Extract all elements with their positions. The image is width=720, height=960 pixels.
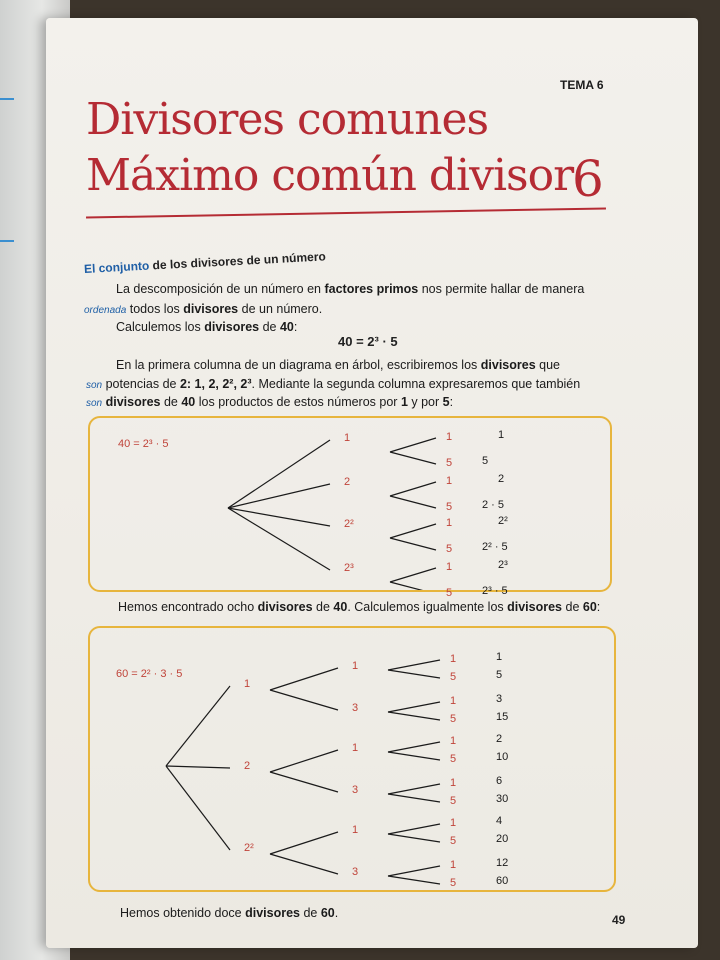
tree-branch [390,568,436,582]
tree-branch [228,440,330,508]
paragraph-line: ordenada todos los divisores de un número. [84,302,323,316]
tree-node-level2: 1 [352,660,359,672]
tree-branch [228,484,330,508]
title-line-1: Divisores comunes [86,94,489,145]
tree-branch [388,712,440,720]
tree-node-level2: 1 [446,431,453,443]
tree-node-level3: 5 [450,713,457,725]
tree-node-level2: 3 [352,866,359,878]
divisor-result: 6 [496,775,503,787]
tree-branch [390,438,436,452]
tree-branch [166,766,230,768]
chapter-number: 6 [572,150,604,208]
tree-node-level2: 3 [352,784,359,796]
tree-node-level2: 1 [446,517,453,529]
divisor-result: 15 [496,711,509,723]
divisor-result: 2 · 5 [482,499,505,511]
divisor-result: 60 [496,875,509,887]
tree-branch [388,834,440,842]
divisor-result: 4 [496,815,503,827]
divisor-result: 5 [496,669,503,681]
tree-branch [166,766,230,850]
tree-branch [270,854,338,874]
divisor-result: 2 [498,473,505,485]
page-title [86,92,626,204]
tree-node-level3: 5 [450,795,457,807]
tree-branch [388,866,440,876]
chapter-label: TEMA 6 [560,78,604,92]
tree-node-level2: 5 [446,543,453,555]
divisor-result: 20 [496,833,509,845]
tree-node-level3: 5 [450,671,457,683]
tree-branch [388,876,440,884]
tree-branch [390,452,436,464]
tree-node-level1: 1 [244,678,251,690]
tree-factor-60: 60 = 2² · 3 · 5 [116,668,183,680]
section-heading-rest: de los divisores de un número [152,249,327,273]
paragraph-line: son potencias de 2: 1, 2, 2², 2³. Mediante la segunda columna expresaremos que también [86,377,581,391]
tree-node-level3: 1 [450,859,457,871]
tree-node-level1: 2² [244,842,254,854]
summary-60: Hemos obtenido doce divisores de 60. [120,906,339,920]
paragraph-line: La descomposición de un número en factores primos nos permite hallar de manera [116,282,585,296]
paragraph-line: En la primera columna de un diagrama en árbol, escribiremos los divisores que [116,358,560,372]
paragraph-line: son divisores de 40 los productos de estos números por 1 y por 5: [86,395,454,409]
tree-node-level3: 5 [450,835,457,847]
tree-node-level3: 1 [450,695,457,707]
tree-node-level2: 3 [352,702,359,714]
tree-branch [270,832,338,854]
tree-branch [388,794,440,802]
tree-branch [388,742,440,752]
tree-node-level1: 2³ [344,562,354,574]
tree-node-level2: 5 [446,501,453,513]
tree-branch [270,772,338,792]
tree-branch [270,668,338,690]
divisor-result: 5 [482,455,489,467]
tree-branch [166,686,230,766]
tree-node-level3: 1 [450,777,457,789]
tree-branch [390,538,436,550]
tree-node-level2: 1 [352,824,359,836]
divisor-result: 2² [498,515,508,527]
summary-40: Hemos encontrado ocho divisores de 40. Calculemos igualmente los divisores de 60: [118,600,601,614]
divisor-result: 2³ · 5 [482,585,508,597]
tree-branch [388,784,440,794]
tree-branch [270,690,338,710]
tree-branch [388,824,440,834]
tree-branch [388,702,440,712]
divisor-result: 1 [498,429,505,441]
tree-node-level2: 1 [446,475,453,487]
section-heading-blue: El conjunto [83,258,150,276]
title-line-2: Máximo común divisor [86,150,574,201]
tree-node-level1: 2² [344,518,354,530]
tree-node-level3: 1 [450,735,457,747]
divisor-result: 2² · 5 [482,541,508,553]
factorization-40: 40 = 2³ · 5 [338,334,398,349]
tree-branch [388,660,440,670]
tree-branch [390,496,436,508]
tree-node-level2: 5 [446,587,453,599]
tree-node-level3: 1 [450,653,457,665]
tree-node-level1: 1 [344,432,351,444]
tree-branch [388,670,440,678]
tree-diagram-40 [88,416,612,599]
tree-node-level1: 2 [244,760,251,772]
tree-branch [390,524,436,538]
divisor-result: 3 [496,693,503,705]
divisor-result: 12 [496,857,509,869]
divisor-result: 10 [496,751,509,763]
margin-mark [0,240,14,242]
divisor-result: 30 [496,793,509,805]
tree-node-level2: 1 [352,742,359,754]
tree-diagram-60 [88,626,616,892]
tree-node-level3: 1 [450,817,457,829]
tree-branch [388,752,440,760]
divisor-result: 2 [496,733,503,745]
margin-mark [0,98,14,100]
tree-branch [390,582,436,590]
tree-node-level3: 5 [450,753,457,765]
tree-branch [270,750,338,772]
tree-node-level2: 1 [446,561,453,573]
tree-branch [390,482,436,496]
page-number: 49 [612,913,626,927]
tree-node-level3: 5 [450,877,457,889]
paragraph-line: Calculemos los divisores de 40: [116,320,298,334]
divisor-result: 1 [496,651,503,663]
tree-factor-40: 40 = 2³ · 5 [118,438,169,450]
tree-node-level1: 2 [344,476,351,488]
tree-node-level2: 5 [446,457,453,469]
divisor-result: 2³ [498,559,508,571]
